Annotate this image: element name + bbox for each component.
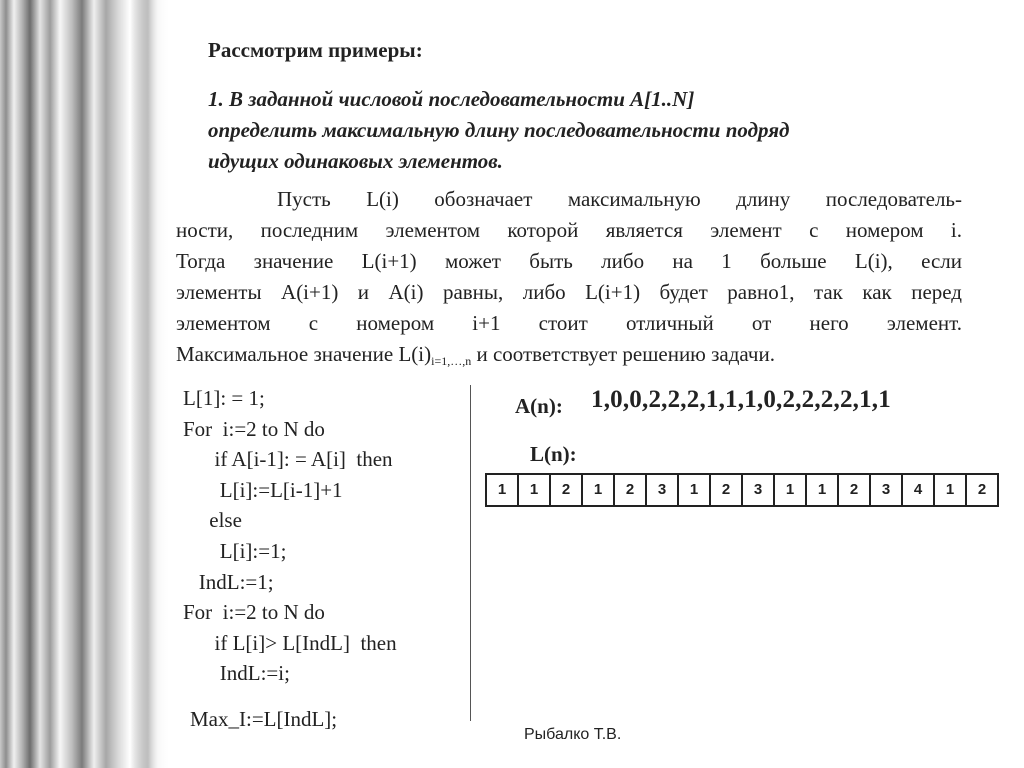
code-line: IndL:=i; [183, 661, 290, 686]
explanation-line: Пусть L(i) обозначает максимальную длину последователь- [277, 187, 962, 211]
problem-line: идущих одинаковых элементов. [208, 149, 503, 173]
l-value-cell: 3 [871, 475, 903, 505]
decorative-side-band [0, 0, 170, 768]
l-value-cell: 3 [743, 475, 775, 505]
l-value-cell: 3 [647, 475, 679, 505]
l-value-cell: 2 [977, 480, 987, 498]
explanation-line: Тогда значение L(i+1) может быть либо на 1 больше L(i), если [176, 249, 962, 273]
pseudocode-block [183, 383, 397, 689]
max-assignment-line: Max_I:=L[IndL]; [190, 707, 338, 731]
l-value-cell: 1 [519, 475, 551, 505]
l-value-cell: 1 [679, 475, 711, 505]
slide-heading: Рассмотрим примеры: [208, 38, 423, 62]
l-value-cell: 2 [839, 475, 871, 505]
code-line: IndL:=1; [183, 569, 274, 594]
l-value-cell: 1 [775, 475, 807, 505]
code-line: L[i]:=1; [183, 538, 287, 563]
l-values-table [485, 473, 999, 507]
a-sequence-values: 1,0,0,2,2,2,1,1,1,0,2,2,2,2,1,1 [591, 386, 891, 413]
l-value-cell: 2 [711, 475, 743, 505]
code-line: if A[i-1]: = A[i] then [183, 447, 393, 472]
l-value-cell: 1 [583, 475, 615, 505]
explanation-line: элементы A(i+1) и A(i) равны, либо L(i+1) будет равно1, так как перед [176, 280, 962, 304]
explanation-paragraph [176, 184, 962, 377]
l-value-cell: 4 [903, 475, 935, 505]
code-line: For i:=2 to N do [183, 416, 325, 441]
l-value-cell: 1 [487, 475, 519, 505]
explanation-last-end: и соответствует решению задачи. [471, 342, 775, 366]
l-value-cell: 2 [551, 475, 583, 505]
code-line: For i:=2 to N do [183, 600, 325, 625]
l-value-cell: 1 [807, 475, 839, 505]
code-line: else [183, 508, 242, 533]
problem-statement [208, 84, 789, 177]
problem-line: 1. В заданной числовой последовательности A[1..N] [208, 87, 695, 111]
l-value-cell: 1 [935, 475, 967, 505]
code-line: if L[i]> L[IndL] then [183, 630, 397, 655]
explanation-last-line [176, 339, 962, 377]
explanation-line: ности, последним элементом которой является элемент с номером i. [176, 218, 962, 242]
author-credit: Рыбалко Т.В. [524, 726, 622, 743]
a-sequence-label: A(n): [515, 394, 563, 418]
explanation-last-start: Максимальное значение L(i) [176, 342, 432, 366]
explanation-line: элементом с номером i+1 стоит отличный от него элемент. [176, 311, 962, 335]
index-range-subscript: i=1,…,n [431, 354, 472, 368]
vertical-divider [470, 385, 471, 721]
problem-line: определить максимальную длину последовательности подряд [208, 118, 790, 142]
l-value-cell: 2 [615, 475, 647, 505]
code-line: L[1]: = 1; [183, 386, 265, 410]
code-line: L[i]:=L[i-1]+1 [183, 477, 343, 502]
l-sequence-label: L(n): [530, 442, 577, 466]
